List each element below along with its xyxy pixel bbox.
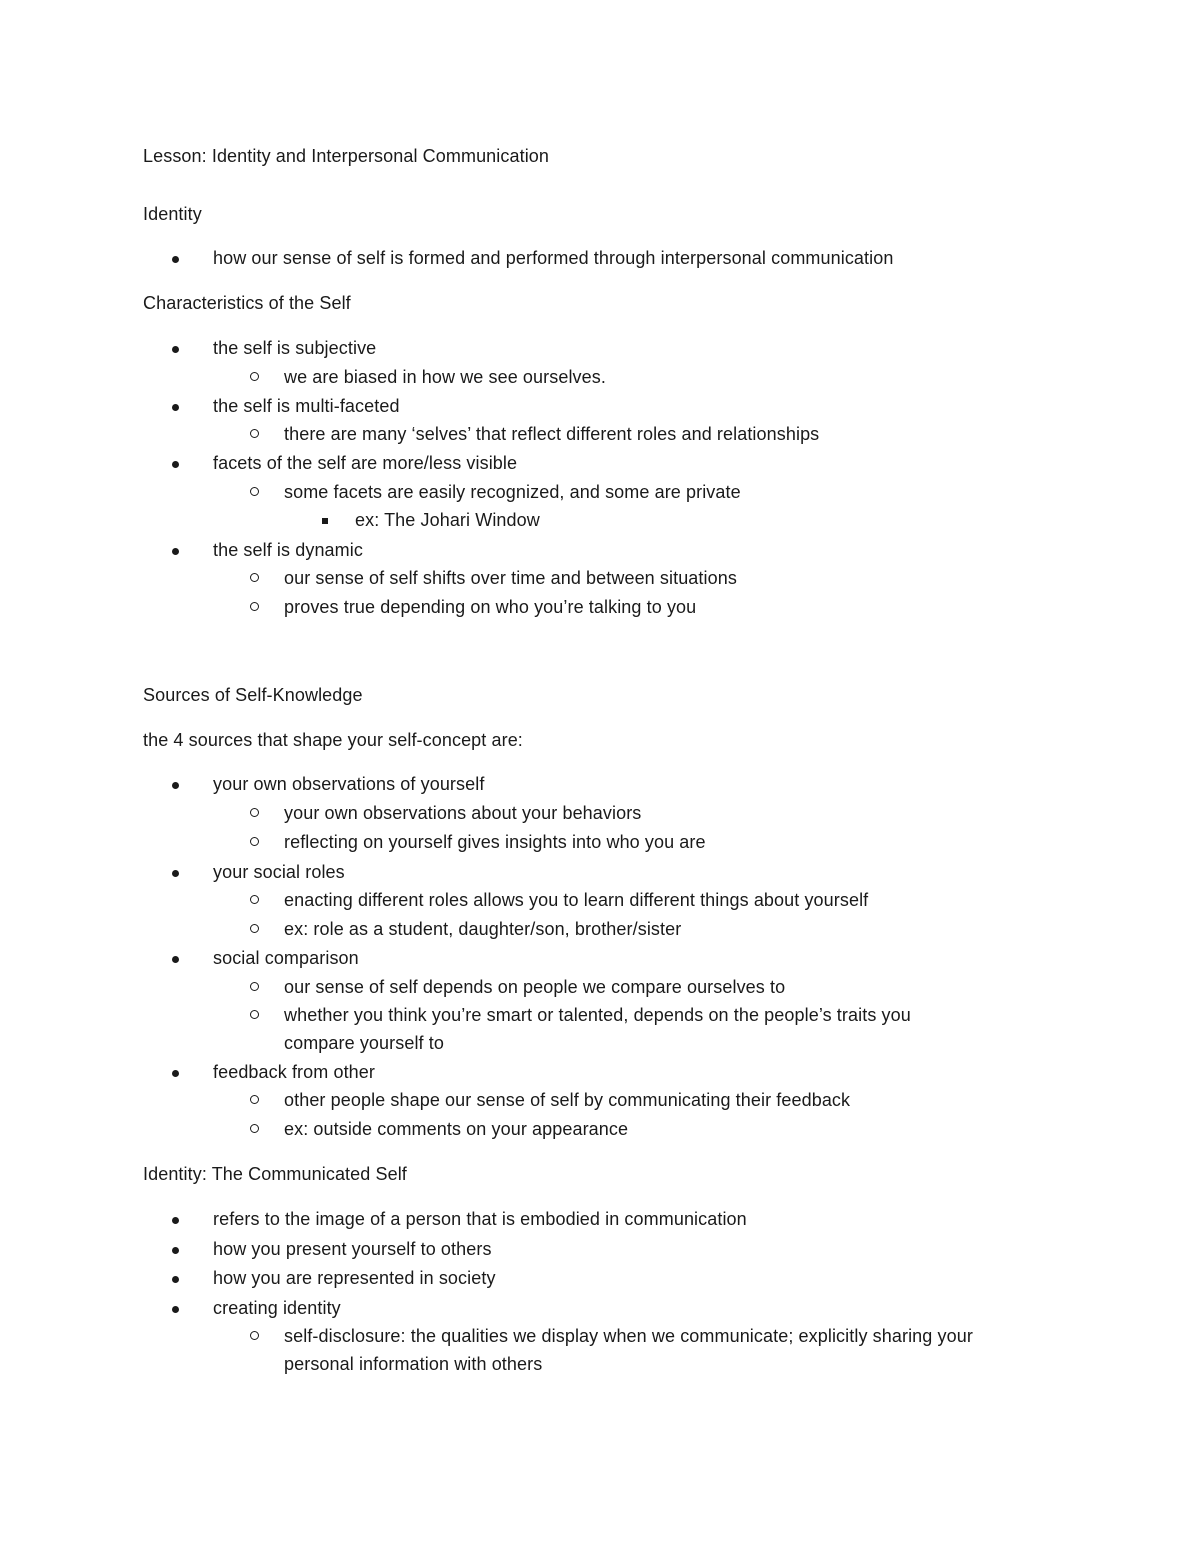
bullet-circle-icon: [250, 481, 259, 503]
bullet-circle-icon: [250, 889, 259, 911]
sub-list-item: self-disclosure: the qualities we display when we communicate; explicitly sharing your: [284, 1326, 973, 1346]
list-item: the self is subjective: [213, 338, 377, 358]
list-item: social comparison: [213, 948, 359, 968]
list-item: feedback from other: [213, 1062, 375, 1082]
bullet-dot-icon: [172, 1061, 179, 1083]
bullet-dot-icon: [172, 1238, 179, 1260]
list-item: the self is dynamic: [213, 540, 363, 560]
sub-list-item: there are many ‘selves’ that reflect different roles and relationships: [284, 424, 820, 444]
bullet-dot-icon: [172, 947, 179, 969]
bullet-dot-icon: [172, 452, 179, 474]
section-heading-communicated-self: Identity: The Communicated Self: [143, 1164, 407, 1184]
bullet-dot-icon: [172, 1297, 179, 1319]
sub-list-item: other people shape our sense of self by communicating their feedback: [284, 1090, 851, 1110]
bullet-square-icon: [322, 509, 328, 531]
bullet-dot-icon: [172, 539, 179, 561]
bullet-dot-icon: [172, 1267, 179, 1289]
sub-list-item: we are biased in how we see ourselves.: [284, 367, 606, 387]
bullet-circle-icon: [250, 802, 259, 824]
list-item: facets of the self are more/less visible: [213, 453, 518, 473]
bullet-circle-icon: [250, 918, 259, 940]
bullet-dot-icon: [172, 395, 179, 417]
sub-list-item: some facets are easily recognized, and some are private: [284, 482, 741, 502]
sub-list-item: reflecting on yourself gives insights into who you are: [284, 832, 706, 852]
bullet-circle-icon: [250, 976, 259, 998]
bullet-dot-icon: [172, 861, 179, 883]
lesson-title: Lesson: Identity and Interpersonal Communication: [143, 146, 550, 166]
sub-list-item: our sense of self shifts over time and between situations: [284, 568, 737, 588]
sub-sub-list-item: ex: The Johari Window: [355, 510, 540, 530]
sub-list-item-continuation: personal information with others: [284, 1354, 543, 1374]
list-item: your social roles: [213, 862, 345, 882]
bullet-dot-icon: [172, 337, 179, 359]
sub-list-item: our sense of self depends on people we compare ourselves to: [284, 977, 786, 997]
sub-list-item: ex: role as a student, daughter/son, brother/sister: [284, 919, 682, 939]
list-item: refers to the image of a person that is embodied in communication: [213, 1209, 747, 1229]
sources-intro: the 4 sources that shape your self-concept are:: [143, 730, 523, 750]
bullet-circle-icon: [250, 1325, 259, 1347]
bullet-dot-icon: [172, 773, 179, 795]
bullet-circle-icon: [250, 1118, 259, 1140]
bullet-dot-icon: [172, 1208, 179, 1230]
sub-list-item: whether you think you’re smart or talented, depends on the people’s traits you: [284, 1005, 911, 1025]
sub-list-item: proves true depending on who you’re talking to you: [284, 597, 697, 617]
list-item: how our sense of self is formed and performed through interpersonal communication: [213, 248, 894, 268]
bullet-circle-icon: [250, 831, 259, 853]
sub-list-item-continuation: compare yourself to: [284, 1033, 444, 1053]
section-heading-sources: Sources of Self-Knowledge: [143, 685, 363, 705]
bullet-circle-icon: [250, 366, 259, 388]
list-item: your own observations of yourself: [213, 774, 485, 794]
bullet-circle-icon: [250, 1004, 259, 1026]
bullet-circle-icon: [250, 423, 259, 445]
section-heading-characteristics: Characteristics of the Self: [143, 293, 351, 313]
bullet-circle-icon: [250, 567, 259, 589]
sub-list-item: ex: outside comments on your appearance: [284, 1119, 629, 1139]
sub-list-item: your own observations about your behaviors: [284, 803, 642, 823]
list-item: how you are represented in society: [213, 1268, 496, 1288]
list-item: creating identity: [213, 1298, 341, 1318]
section-heading-identity: Identity: [143, 204, 202, 224]
list-item: how you present yourself to others: [213, 1239, 492, 1259]
list-item: the self is multi-faceted: [213, 396, 400, 416]
bullet-circle-icon: [250, 596, 259, 618]
bullet-circle-icon: [250, 1089, 259, 1111]
sub-list-item: enacting different roles allows you to learn different things about yourself: [284, 890, 869, 910]
bullet-dot-icon: [172, 247, 179, 269]
